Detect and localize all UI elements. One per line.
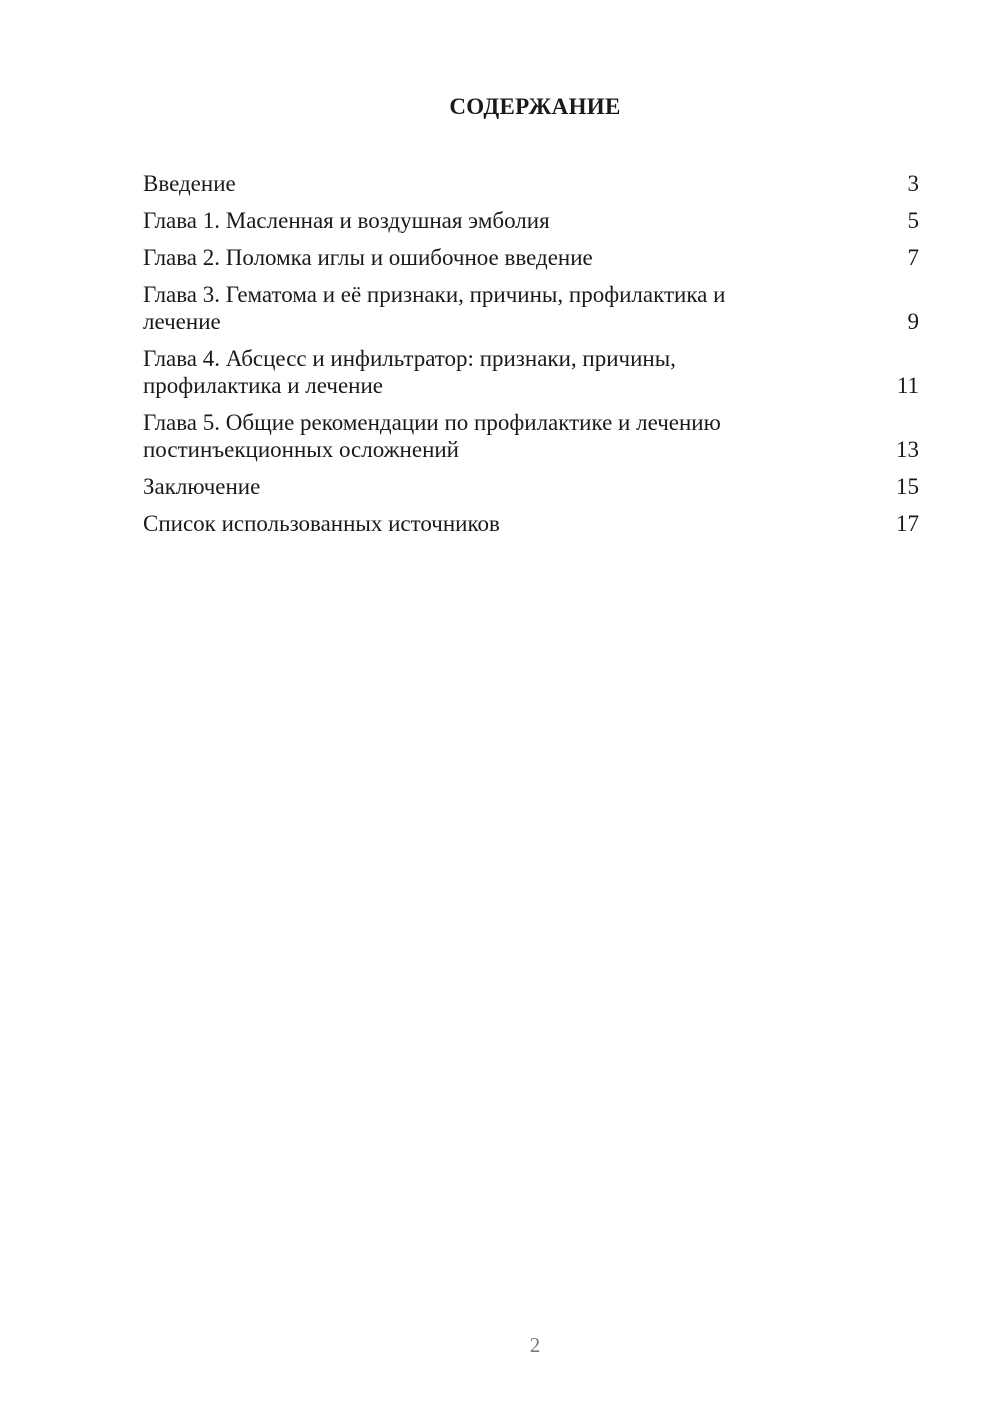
toc-entry-text: Глава 2. Поломка иглы и ошибочное введение [143, 245, 593, 270]
toc-entry-text-line-1: Глава 5. Общие рекомендации по профилактике и лечению [143, 410, 721, 435]
toc-entry-text: Заключение [143, 474, 261, 499]
toc-entry-chapter-1 [143, 207, 919, 234]
toc-entry-chapter-2 [143, 244, 919, 271]
toc-page-number: 9 [907, 309, 919, 334]
toc-page-number: 13 [896, 437, 919, 462]
toc-entry-references [143, 510, 919, 537]
toc-page-number: 3 [907, 171, 919, 196]
toc-entry-text-line-2: профилактика и лечение [143, 373, 383, 398]
toc-page-number: 7 [907, 245, 919, 270]
toc-page-number: 11 [896, 373, 919, 398]
toc-entry-text: Введение [143, 171, 236, 196]
toc-entry-text: Список использованных источников [143, 511, 500, 536]
page-number: 2 [529, 1333, 541, 1357]
toc-entry-chapter-4 [143, 345, 919, 399]
toc-entry-chapter-3 [143, 281, 919, 335]
toc-page-number: 5 [907, 208, 919, 233]
toc-entry-text-line-2: постинъекционных осложнений [143, 437, 459, 462]
toc-entry-conclusion [143, 473, 919, 500]
toc-entry-text-line-2: лечение [143, 309, 221, 334]
toc-entry-chapter-5 [143, 409, 919, 463]
page-title: СОДЕРЖАНИЕ [449, 94, 621, 119]
toc-entry-text: Глава 1. Масленная и воздушная эмболия [143, 208, 550, 233]
toc-entry-text-line-1: Глава 3. Гематома и её признаки, причины, профилактика и [143, 282, 726, 307]
toc-entry-text-line-1: Глава 4. Абсцесс и инфильтратор: признаки, причины, [143, 346, 676, 371]
toc-page-number: 15 [896, 474, 919, 499]
toc-entry-introduction [143, 170, 919, 197]
toc-page-number: 17 [896, 511, 919, 536]
table-of-contents [143, 170, 919, 547]
